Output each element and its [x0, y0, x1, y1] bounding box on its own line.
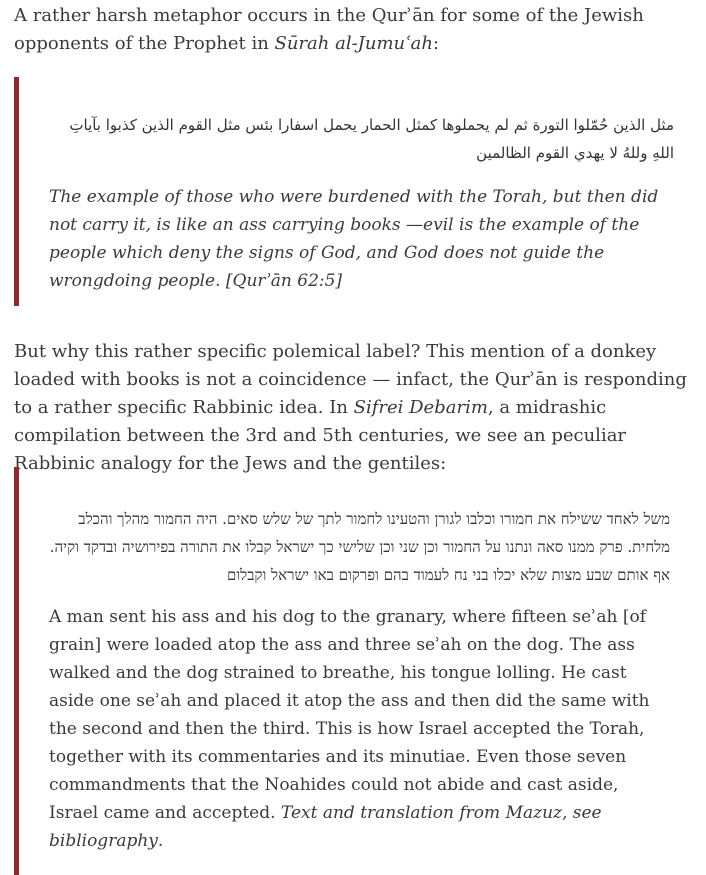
quran-translation: The example of those who were burdened with the Torah, but then did not carry it, is like an ass carrying books —evil is the example of the people which deny the signs of God, and God does not guide the wrongdoing people. [Qurʾān 62:5]	[49, 187, 659, 291]
intro-end: :	[433, 33, 440, 54]
citation-end: .	[157, 831, 164, 851]
sifrei-debarim-title: Sifrei Debarim	[353, 397, 488, 418]
sifrei-blockquote	[14, 467, 694, 875]
sifrei-translation	[49, 603, 670, 855]
middle-text-end: , a midrashic compilation between the 3rd and 5th centuries, we see an peculiar Rabbinic analogy for the Jews and the gentiles:	[14, 397, 627, 474]
middle-paragraph	[14, 338, 694, 478]
middle-text-start: But why this rather specific polemical label? This mention of a donkey loaded with books is not a coincidence — infact, the Qurʾān is responding to a rather specific Rabbinic idea. In	[14, 341, 687, 418]
sifrei-translation-text: A man sent his ass and his dog to the granary, where fifteen seʾah [of grain] were loaded atop the ass and three seʾah on the dog. The ass walked and the dog strained to breathe, his tongue lolling. He cast aside one seʾah and placed it atop the ass and then did the same with the second and then the third. This is how Israel accepted the Torah, together with its commentaries and its minutiae. Even those seven commandments that the Noahides could not abide and cast aside, Israel came and accepted.	[49, 607, 650, 823]
arabic-verse: مثل الذين حُمّلوا التورة ثم لم يحملوها كمثل الحمار يحمل اسفارا بئس مثل القوم الذين كذبوا بآياتِ اللهِ وللهُ لا يهدي القوم الظالمين	[69, 116, 674, 162]
intro-text: A rather harsh metaphor occurs in the Qurʾān for some of the Jewish opponents of the Prophet in	[14, 5, 644, 54]
hebrew-text: משל לאחד ששילח את חמורו וכלבו לגורן והטעינו לחמור לתך של שלש סאים. היה החמור מהלך והכלב מלחית. פרק ממנו סאה ונתנו על החמור וכן שני וכן שלישי כך ישראל קבלו את התורה בפירושיה ובדקד וקיה. אף אותם שבע מצות שלא יכלו בני נח לעמוד בהם ופרקום באו ישראל וקבלום	[49, 510, 670, 584]
surah-name: Sūrah al-Jumuʿah	[274, 33, 433, 54]
intro-paragraph	[14, 2, 694, 58]
citation-note: Text and translation from Mazuz, see bibliography	[49, 803, 602, 851]
quran-blockquote	[14, 77, 694, 306]
